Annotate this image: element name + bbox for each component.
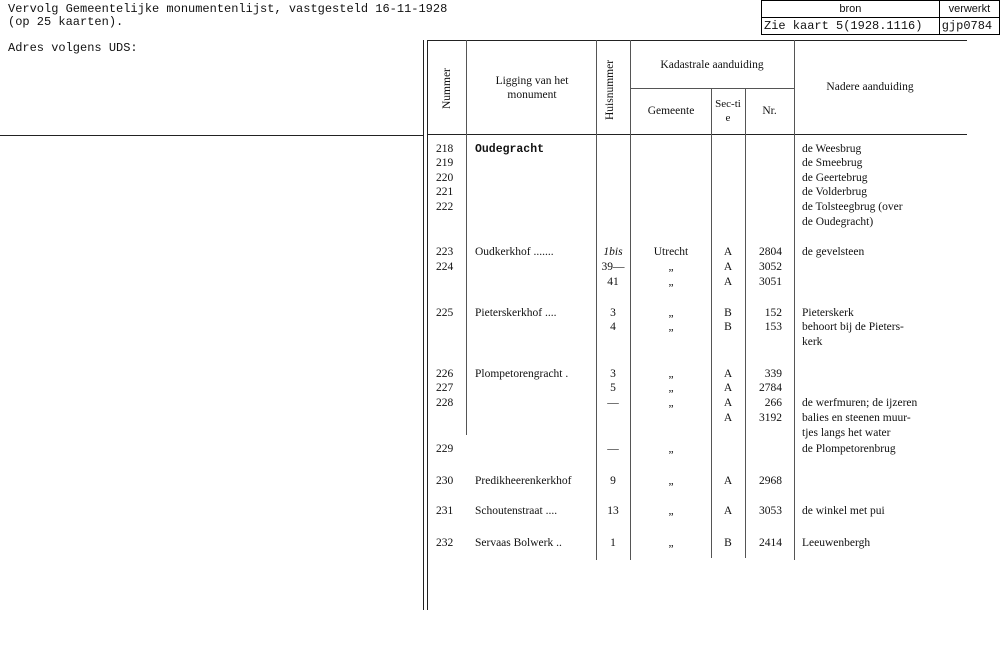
row-parcel-nr: 3051 (759, 276, 782, 288)
row-section: B (724, 307, 732, 319)
row-detail: de Tolsteegbrug (over (802, 201, 903, 213)
row-municipality: „ (668, 321, 674, 333)
source-value: Zie kaart 5(1928.1116) (762, 18, 940, 35)
row-number: 223 (436, 246, 454, 258)
row-parcel-nr: 152 (764, 307, 782, 319)
ligging-header: Ligging van het monument (495, 75, 569, 101)
nummer-header: Nummer (441, 68, 453, 110)
row-section: A (723, 276, 733, 288)
row-number: 219 (436, 157, 454, 169)
row-number: 221 (436, 186, 454, 198)
row-detail: behoort bij de Pieters- (802, 321, 904, 333)
source-header: bron (762, 1, 940, 18)
row-section: A (723, 397, 733, 409)
kadastrale-subdivider (630, 88, 794, 89)
row-section: A (723, 505, 733, 517)
row-section: A (723, 412, 733, 424)
row-detail: de Weesbrug (802, 143, 862, 155)
processed-value: gjp0784 (939, 18, 999, 35)
row-municipality: „ (668, 382, 674, 394)
row-house-number: 3 (610, 368, 616, 380)
row-house-number: 1bis (603, 246, 623, 258)
row-number: 228 (436, 397, 454, 409)
table-top-border (427, 40, 967, 41)
row-parcel-nr: 2804 (759, 246, 782, 258)
row-detail: de Oudegracht) (802, 216, 874, 228)
row-number: 230 (436, 475, 454, 487)
row-parcel-nr: 2414 (759, 537, 782, 549)
row-house-number: 13 (607, 505, 619, 517)
row-municipality: Utrecht (653, 246, 689, 258)
column-divider (794, 40, 795, 560)
row-house-number: 3 (610, 307, 616, 319)
row-number: 218 (436, 143, 454, 155)
row-number: 222 (436, 201, 454, 213)
row-detail: de Volderbrug (802, 186, 868, 198)
sectie-header: Sec-tie (715, 98, 741, 124)
row-detail: de gevelsteen (802, 246, 865, 258)
row-detail: de Smeebrug (802, 157, 863, 169)
gemeente-header: Gemeente (647, 105, 695, 117)
row-parcel-nr: 3192 (759, 412, 782, 424)
row-house-number: 9 (610, 475, 616, 487)
row-parcel-nr: 3052 (759, 261, 782, 273)
kadastrale-header: Kadastrale aanduiding (660, 59, 764, 71)
row-section: A (723, 246, 733, 258)
row-detail: de winkel met pui (802, 505, 885, 517)
row-location: Pieterskerkhof .... (475, 307, 557, 319)
row-municipality: „ (668, 537, 674, 549)
source-box (761, 0, 1000, 36)
row-house-number: — (607, 443, 619, 455)
row-detail: tjes langs het water (802, 427, 891, 439)
address-label: Adres volgens UDS: (8, 41, 138, 55)
row-section: A (723, 382, 733, 394)
row-municipality: „ (668, 443, 674, 455)
row-section: B (724, 321, 732, 333)
row-detail: balies en steenen muur- (802, 412, 911, 424)
address-divider (0, 135, 423, 136)
row-detail: de werfmuren; de ijzeren (802, 397, 918, 409)
row-location: Predikheerenkerkhof (475, 475, 572, 487)
row-house-number: 41 (607, 276, 619, 288)
row-municipality: „ (668, 276, 674, 288)
row-location: Plompetorengracht . (475, 368, 569, 380)
list-title: Vervolg Gemeentelijke monumentenlijst, vastgesteld 16-11-1928 (8, 2, 448, 16)
row-parcel-nr: 3053 (759, 505, 782, 517)
row-location: Schoutenstraat .... (475, 505, 558, 517)
table-left-border (423, 40, 424, 610)
row-section: A (723, 475, 733, 487)
row-municipality: „ (668, 505, 674, 517)
column-divider (630, 40, 631, 560)
row-house-number: 39— (601, 261, 625, 273)
row-section: A (723, 368, 733, 380)
row-municipality: „ (668, 475, 674, 487)
column-divider (596, 40, 597, 560)
nadere-header: Nadere aanduiding (826, 81, 914, 93)
row-municipality: „ (668, 307, 674, 319)
row-detail: kerk (802, 336, 823, 348)
row-number: 224 (436, 261, 454, 273)
row-municipality: „ (668, 397, 674, 409)
row-location: Servaas Bolwerk .. (475, 537, 562, 549)
row-detail: Pieterskerk (802, 307, 854, 319)
row-detail: Leeuwenbergh (802, 537, 871, 549)
huisnummer-header: Huisnummer (604, 59, 616, 121)
row-section: A (723, 261, 733, 273)
row-number: 220 (436, 172, 454, 184)
table-left-border-inner (427, 40, 428, 610)
row-number: 232 (436, 537, 454, 549)
list-subtitle: (op 25 kaarten). (8, 15, 124, 29)
row-number: 229 (436, 443, 454, 455)
row-house-number: 4 (610, 321, 616, 333)
column-divider (466, 40, 467, 435)
row-location: Oudkerkhof ....... (475, 246, 554, 258)
processed-header: verwerkt (939, 1, 999, 18)
row-number: 227 (436, 382, 454, 394)
row-parcel-nr: 339 (764, 368, 782, 380)
nr-header: Nr. (762, 105, 777, 117)
row-parcel-nr: 266 (764, 397, 782, 409)
row-house-number: 1 (610, 537, 616, 549)
row-location: Oudegracht (475, 143, 545, 156)
row-municipality: „ (668, 261, 674, 273)
row-detail: de Geertebrug (802, 172, 868, 184)
row-parcel-nr: 2784 (759, 382, 782, 394)
row-municipality: „ (668, 368, 674, 380)
table-header-divider (427, 134, 967, 135)
row-number: 225 (436, 307, 454, 319)
row-parcel-nr: 2968 (759, 475, 782, 487)
row-parcel-nr: 153 (764, 321, 782, 333)
row-number: 231 (436, 505, 454, 517)
row-house-number: 5 (610, 382, 616, 394)
row-section: B (724, 537, 732, 549)
row-number: 226 (436, 368, 454, 380)
row-detail: de Plompetorenbrug (802, 443, 896, 455)
row-house-number: — (607, 397, 619, 409)
